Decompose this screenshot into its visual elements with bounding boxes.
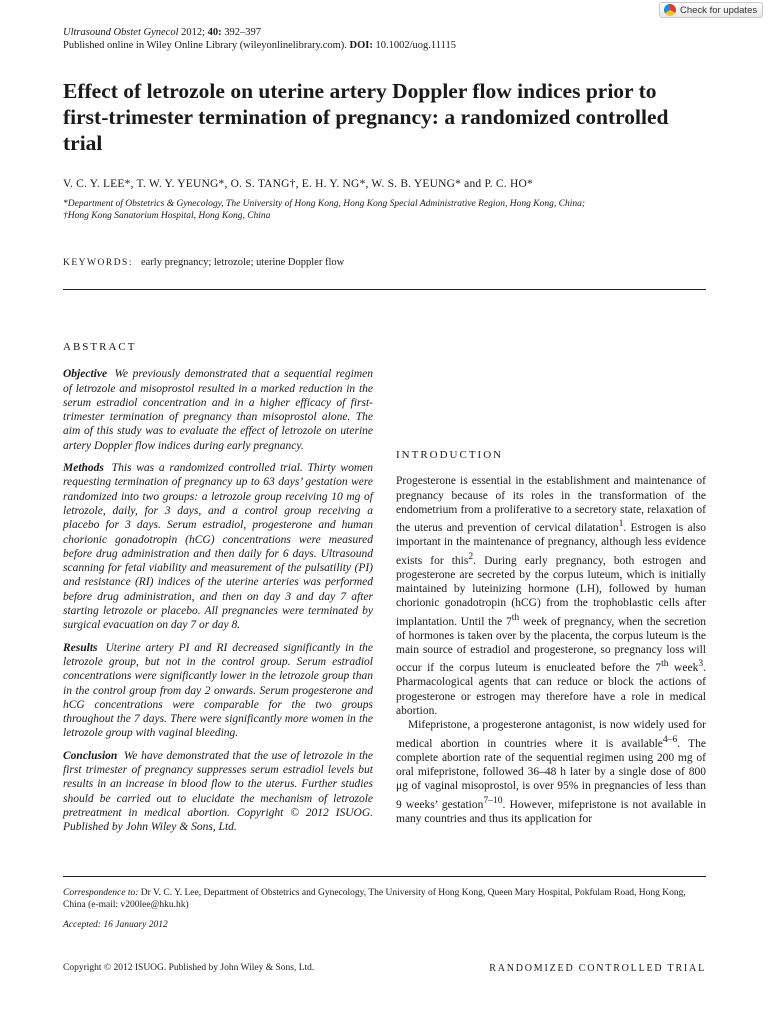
affiliation-2: †Hong Kong Sanatorium Hospital, Hong Kong, China bbox=[63, 211, 271, 221]
header-divider bbox=[63, 289, 706, 290]
journal-citation: Ultrasound Obstet Gynecol 2012; 40: 392–397 bbox=[63, 27, 262, 38]
crossmark-icon bbox=[664, 4, 676, 16]
keywords bbox=[63, 257, 344, 268]
check-for-updates-label: Check for updates bbox=[680, 4, 758, 16]
doi-link[interactable]: 10.1002/uog.11115 bbox=[372, 40, 456, 51]
author-list: V. C. Y. LEE*, T. W. Y. YEUNG*, O. S. TANG†, E. H. Y. NG*, W. S. B. YEUNG* and P. C. HO* bbox=[63, 178, 533, 190]
abstract-conclusion: Conclusion We have demonstrated that the use of letrozole in the first trimester of pregnancy suppresses serum estradiol levels but results in an increase in blood flow to the uterus. Further studies should be carried out to elucidate the mechanism of letrozole pretreatment in medical abortion. Copyright © 2012 ISUOG. Published by John Wiley & Sons, Ltd. bbox=[63, 749, 374, 834]
keywords-label: KEYWORDS: bbox=[63, 258, 133, 268]
published-online-line: Published online in Wiley Online Library (wileyonlinelibrary.com). DOI: 10.1002/uog.11115 bbox=[63, 40, 456, 51]
keywords-value: early pregnancy; letrozole; uterine Doppler flow bbox=[140, 257, 345, 268]
correspondence-note: Correspondence to: Dr V. C. Y. Lee, Department of Obstetrics and Gynecology, The University of Hong Kong, Queen Mary Hospital, Pokfulam Road, Hong Kong, China (e-mail: v200lee@hku.hk) bbox=[63, 888, 686, 910]
accepted-date: Accepted: 16 January 2012 bbox=[63, 920, 168, 930]
introduction-paragraph-1: Progesterone is essential in the establishment and maintenance of pregnancy because of its roles in the transformation of the endometrium from a proliferative to a secretory state, relaxation of the uterus and prevention of cervical dilatation$^1$. Estrogen is also important in the maintenance of pregnancy, although less evidence exists for this$^2$. During early pregnancy, both estrogen and progesterone are secreted by the corpus luteum, which is initially maintained by luteinizing hormone (LH), followed by human chorionic gonadotropin (hCG) from the trophoblastic cells after implantation. Until the 7th week of pregnancy, when the secretion of hormones is taken over by the placenta, the corpus luteum is the main source of estradiol and progesterone, so pregnancy loss will occur if the corpus luteum is enucleated before the 7th week$^3$. Pharmacological agents that can reduce or block the actions of progesterone or estrogen may therefore have a role in medical abortion. bbox=[396, 475, 706, 718]
footer-divider bbox=[63, 876, 706, 877]
affiliation-1: *Department of Obstetrics & Gynecology, The University of Hong Kong, Hong Kong Special Administrative Region, Hong Kong, China; bbox=[63, 199, 586, 209]
introduction-heading: INTRODUCTION bbox=[396, 449, 504, 461]
reference-4-6[interactable]: 4–6 bbox=[662, 733, 678, 745]
reference-2[interactable]: 2 bbox=[468, 550, 474, 562]
reference-1[interactable]: 1 bbox=[618, 518, 624, 530]
introduction-paragraph-2: Mifepristone, a progesterone antagonist, is now widely used for medical abortion in countries where it is available$^{4-6}$. The complete abortion rate of the sequential regimen using 200 mg of oral mifepristone, followed 36–48 h later by a single dose of 800 μg of vaginal misoprostol, is over 95% in pregnancies of less than 9 weeks’ gestation$^{7-10}$. However, mifepristone is not available in many countries and thus its application for bbox=[396, 719, 707, 825]
abstract-heading: ABSTRACT bbox=[63, 341, 137, 353]
abstract-methods: Methods This was a randomized controlled trial. Thirty women requesting termination of pregnancy up to 63 days’ gestation were randomized into two groups: a letrozole group receiving 10 mg of letrozole, daily, for 3 days, and a control group receiving a placebo for 3 days. Serum estradiol, progesterone and human chorionic gonadotropin (hCG) concentrations were measured before drug administration and then daily for 6 days. Ultrasound scanning for fetal viability and measurement of the pulsatility (PI) and resistance (RI) indices of the uterine arteries was performed before drug administration, and then on day 3 and day 7 after starting letrozole or placebo. All pregnancies were terminated by surgical evacuation on day 7 or day 8. bbox=[63, 462, 373, 632]
abstract-results: Results Uterine artery PI and RI decreased significantly in the letrozole group, but not in the control group. Serum estradiol concentrations were significantly lower in the letrozole group than in the control group from day 2 onwards. Serum progesterone and hCG concentrations were comparable for the two groups throughout the 7 days. There were significantly more women in the letrozole group with vaginal bleeding. bbox=[63, 641, 374, 740]
abstract-column bbox=[63, 340, 373, 835]
check-for-updates-button[interactable] bbox=[659, 2, 763, 18]
reference-7-10[interactable]: 7–10 bbox=[483, 794, 503, 806]
introduction-column bbox=[396, 448, 706, 826]
article-type-label: RANDOMIZED CONTROLLED TRIAL bbox=[489, 963, 706, 974]
abstract-objective: Objective We previously demonstrated that a sequential regimen of letrozole and misoprostol resulted in a marked reduction in the serum estradiol concentration and in a higher efficacy of first-trimester termination of pregnancy than misoprostol alone. The aim of this study was to evaluate the effect of letrozole on uterine artery Doppler flow indices during early pregnancy. bbox=[63, 368, 373, 452]
article-title: Effect of letrozole on uterine artery Doppler flow indices prior to first-trimester termination of pregnancy: a randomized controlled trial bbox=[63, 79, 669, 155]
footer-copyright: Copyright © 2012 ISUOG. Published by John Wiley & Sons, Ltd. bbox=[63, 963, 315, 973]
affiliations bbox=[63, 198, 713, 222]
reference-3[interactable]: 3 bbox=[698, 658, 704, 670]
